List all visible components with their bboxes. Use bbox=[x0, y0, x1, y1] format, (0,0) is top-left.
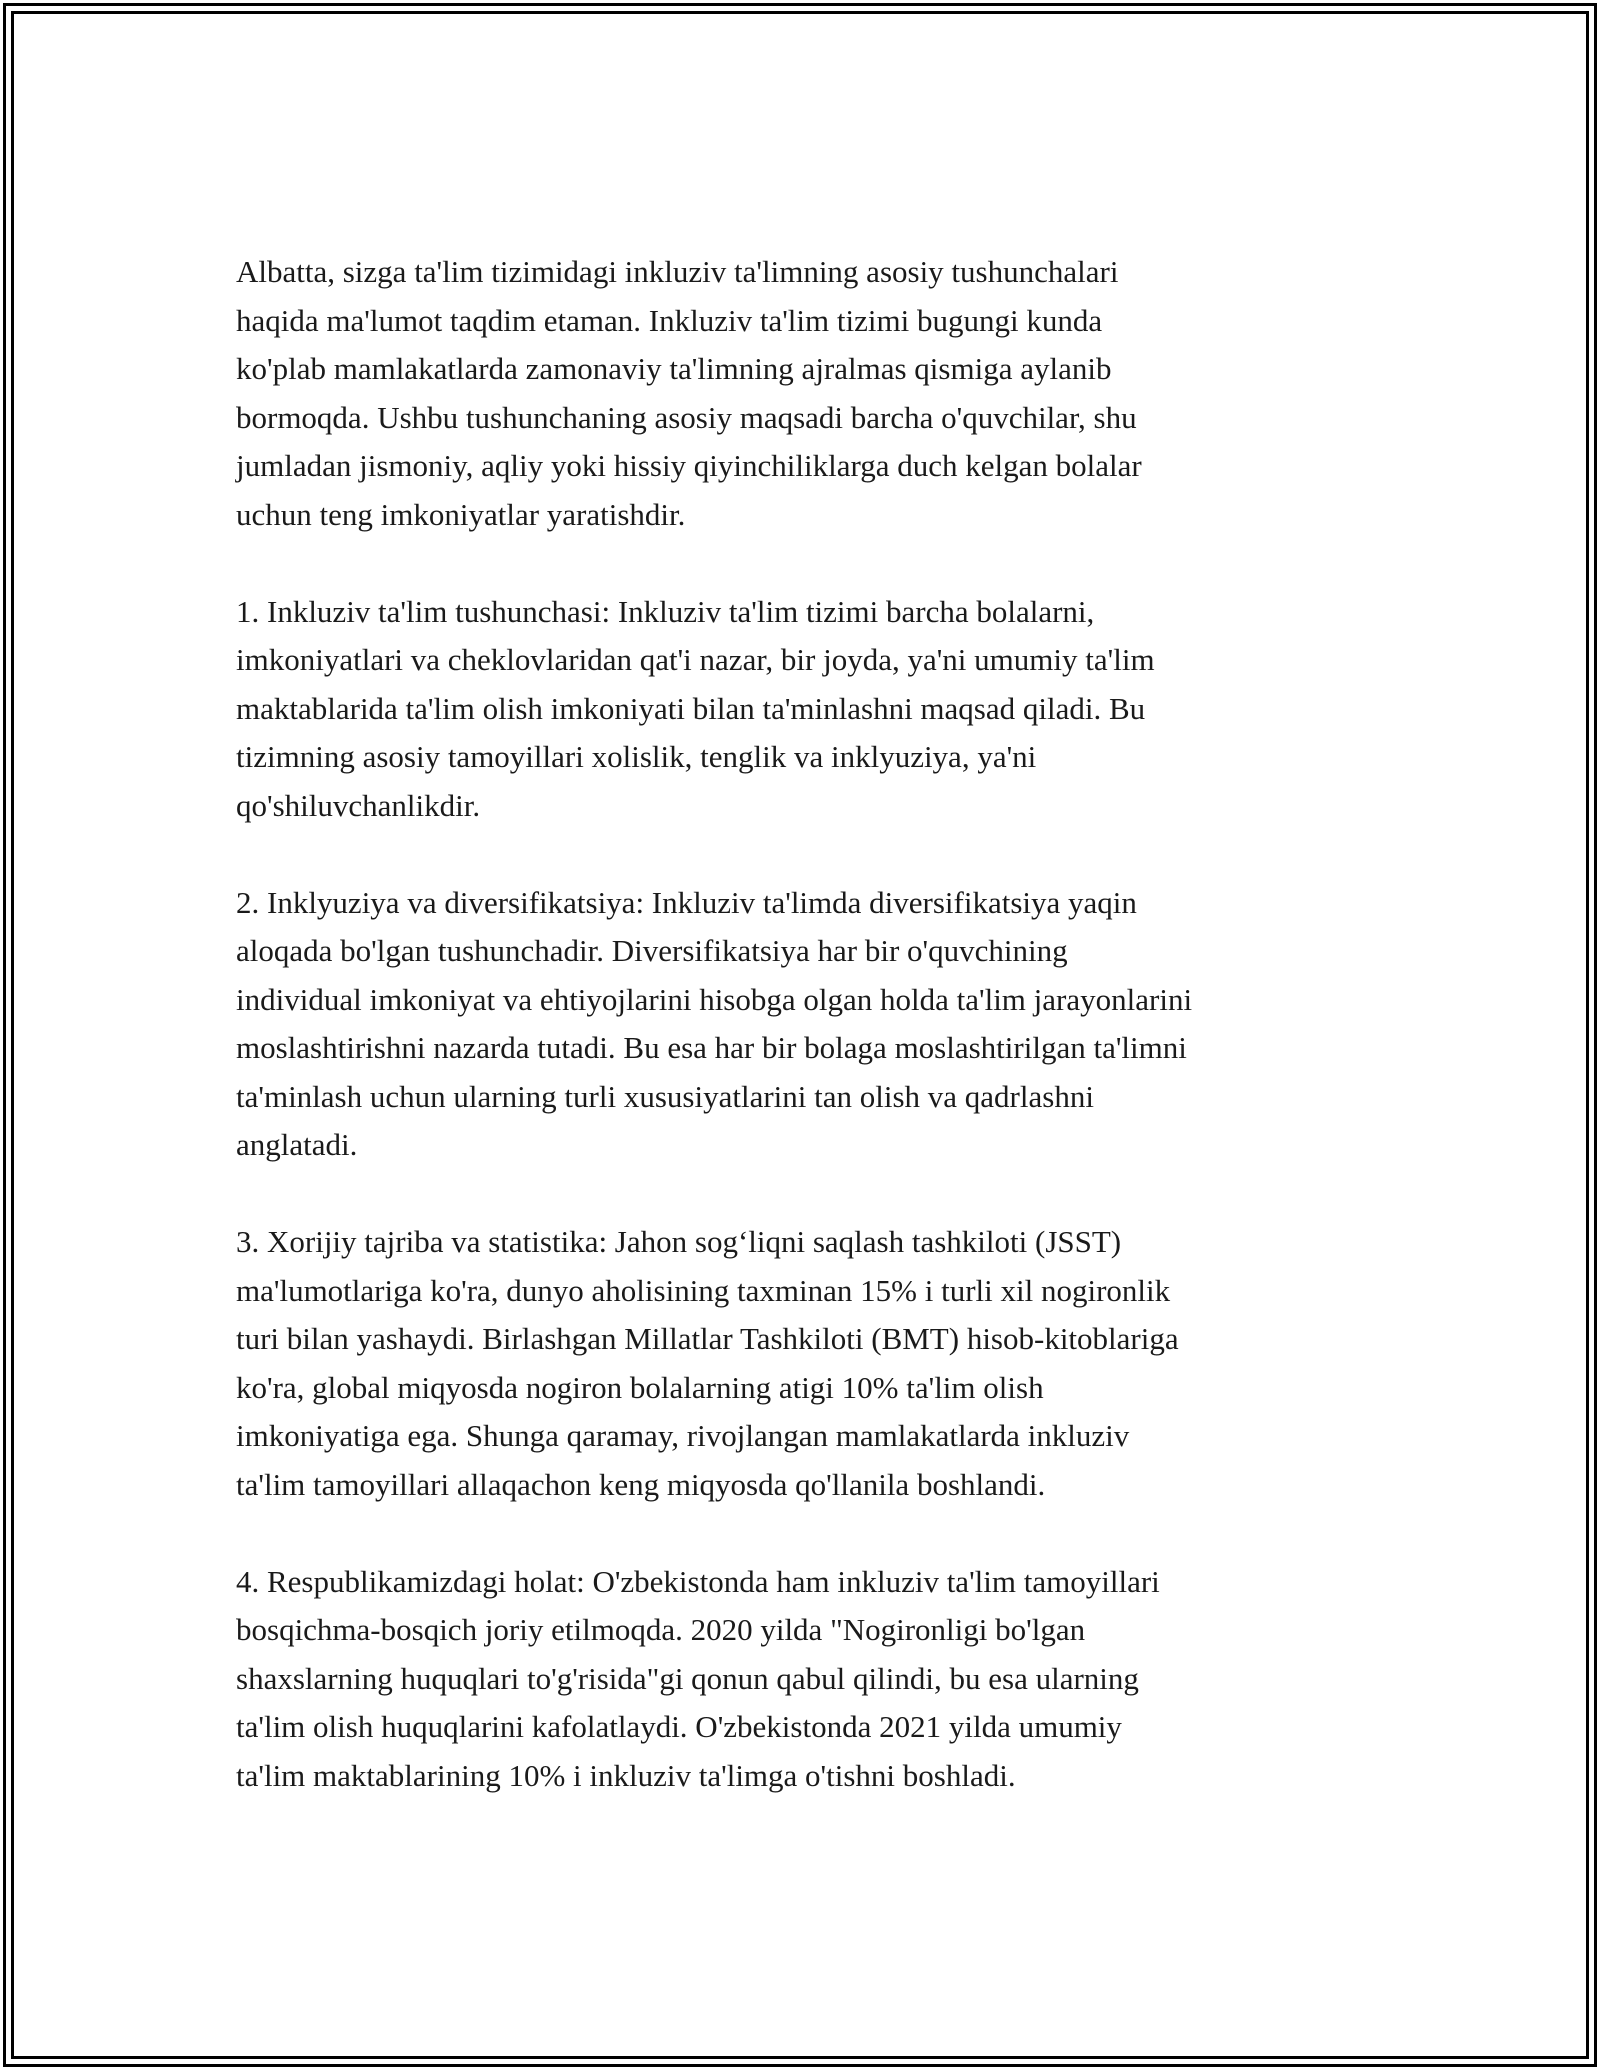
section-2-paragraph bbox=[236, 879, 1386, 1170]
section-4-paragraph bbox=[236, 1558, 1386, 1801]
text-line: tizimning asosiy tamoyillari xolislik, tenglik va inklyuziya, ya'ni bbox=[236, 739, 1037, 774]
text-line: imkoniyatiga ega. Shunga qaramay, rivojlangan mamlakatlarda inkluziv bbox=[236, 1418, 1130, 1453]
text-line: shaxslarning huquqlari to'g'risida"gi qonun qabul qilindi, bu esa ularning bbox=[236, 1660, 1139, 1696]
text-line: imkoniyatlari va cheklovlaridan qat'i nazar, bir joyda, ya'ni umumiy ta'lim bbox=[236, 642, 1155, 677]
text-line: haqida ma'lumot taqdim etaman. Inkluziv ta'lim tizimi bugungi kunda bbox=[236, 302, 1103, 338]
section-3-paragraph bbox=[236, 1218, 1386, 1509]
text-line: jumladan jismoniy, aqliy yoki hissiy qiyinchiliklarga duch kelgan bolalar bbox=[236, 448, 1142, 483]
text-line: uchun teng imkoniyatlar yaratishdir. bbox=[236, 496, 686, 532]
document-body bbox=[236, 248, 1386, 1849]
text-line: 2. Inklyuziya va diversifikatsiya: Inkluziv ta'limda diversifikatsiya yaqin bbox=[236, 884, 1137, 920]
text-line: Albatta, sizga ta'lim tizimidagi inkluziv ta'limning asosiy tushunchalari bbox=[236, 254, 1119, 289]
intro-paragraph bbox=[236, 248, 1386, 539]
text-line: ta'lim maktablarining 10% i inkluziv ta'limga o'tishni boshladi. bbox=[236, 1757, 1016, 1793]
text-line: 3. Xorijiy tajriba va statistika: Jahon sog‘liqni saqlash tashkiloti (JSST) bbox=[236, 1224, 1122, 1259]
text-line: 4. Respublikamizdagi holat: O'zbekistonda ham inkluziv ta'lim tamoyillari bbox=[236, 1563, 1160, 1599]
text-line: ko'plab mamlakatlarda zamonaviy ta'limning ajralmas qismiga aylanib bbox=[236, 351, 1112, 386]
text-line: turi bilan yashaydi. Birlashgan Millatlar Tashkiloti (BMT) hisob-kitoblariga bbox=[236, 1321, 1179, 1356]
text-line: moslashtirishni nazarda tutadi. Bu esa har bir bolaga moslashtirilgan ta'limni bbox=[236, 1030, 1187, 1065]
text-line: ma'lumotlariga ko'ra, dunyo aholisining taxminan 15% i turli xil nogironlik bbox=[236, 1272, 1171, 1308]
text-line: bormoqda. Ushbu tushunchaning asosiy maqsadi barcha o'quvchilar, shu bbox=[236, 399, 1137, 435]
text-line: individual imkoniyat va ehtiyojlarini hisobga olgan holda ta'lim jarayonlarini bbox=[236, 981, 1193, 1017]
text-line: qo'shiluvchanlikdir. bbox=[236, 787, 481, 823]
section-1-paragraph bbox=[236, 588, 1386, 831]
text-line: aloqada bo'lgan tushunchadir. Diversifikatsiya har bir o'quvchining bbox=[236, 933, 1068, 968]
text-line: ko'ra, global miqyosda nogiron bolalarning atigi 10% ta'lim olish bbox=[236, 1369, 1044, 1405]
text-line: 1. Inkluziv ta'lim tushunchasi: Inkluziv ta'lim tizimi barcha bolalarni, bbox=[236, 593, 1095, 629]
text-line: ta'minlash uchun ularning turli xususiyatlarini tan olish va qadrlashni bbox=[236, 1078, 1094, 1114]
text-line: ta'lim tamoyillari allaqachon keng miqyosda qo'llanila boshlandi. bbox=[236, 1466, 1046, 1502]
text-line: maktablarida ta'lim olish imkoniyati bilan ta'minlashni maqsad qiladi. Bu bbox=[236, 690, 1146, 726]
text-line: bosqichma-bosqich joriy etilmoqda. 2020 yilda "Nogironligi bo'lgan bbox=[236, 1612, 1086, 1647]
text-line: anglatadi. bbox=[236, 1127, 358, 1162]
text-line: ta'lim olish huquqlarini kafolatlaydi. O'zbekistonda 2021 yilda umumiy bbox=[236, 1709, 1122, 1744]
